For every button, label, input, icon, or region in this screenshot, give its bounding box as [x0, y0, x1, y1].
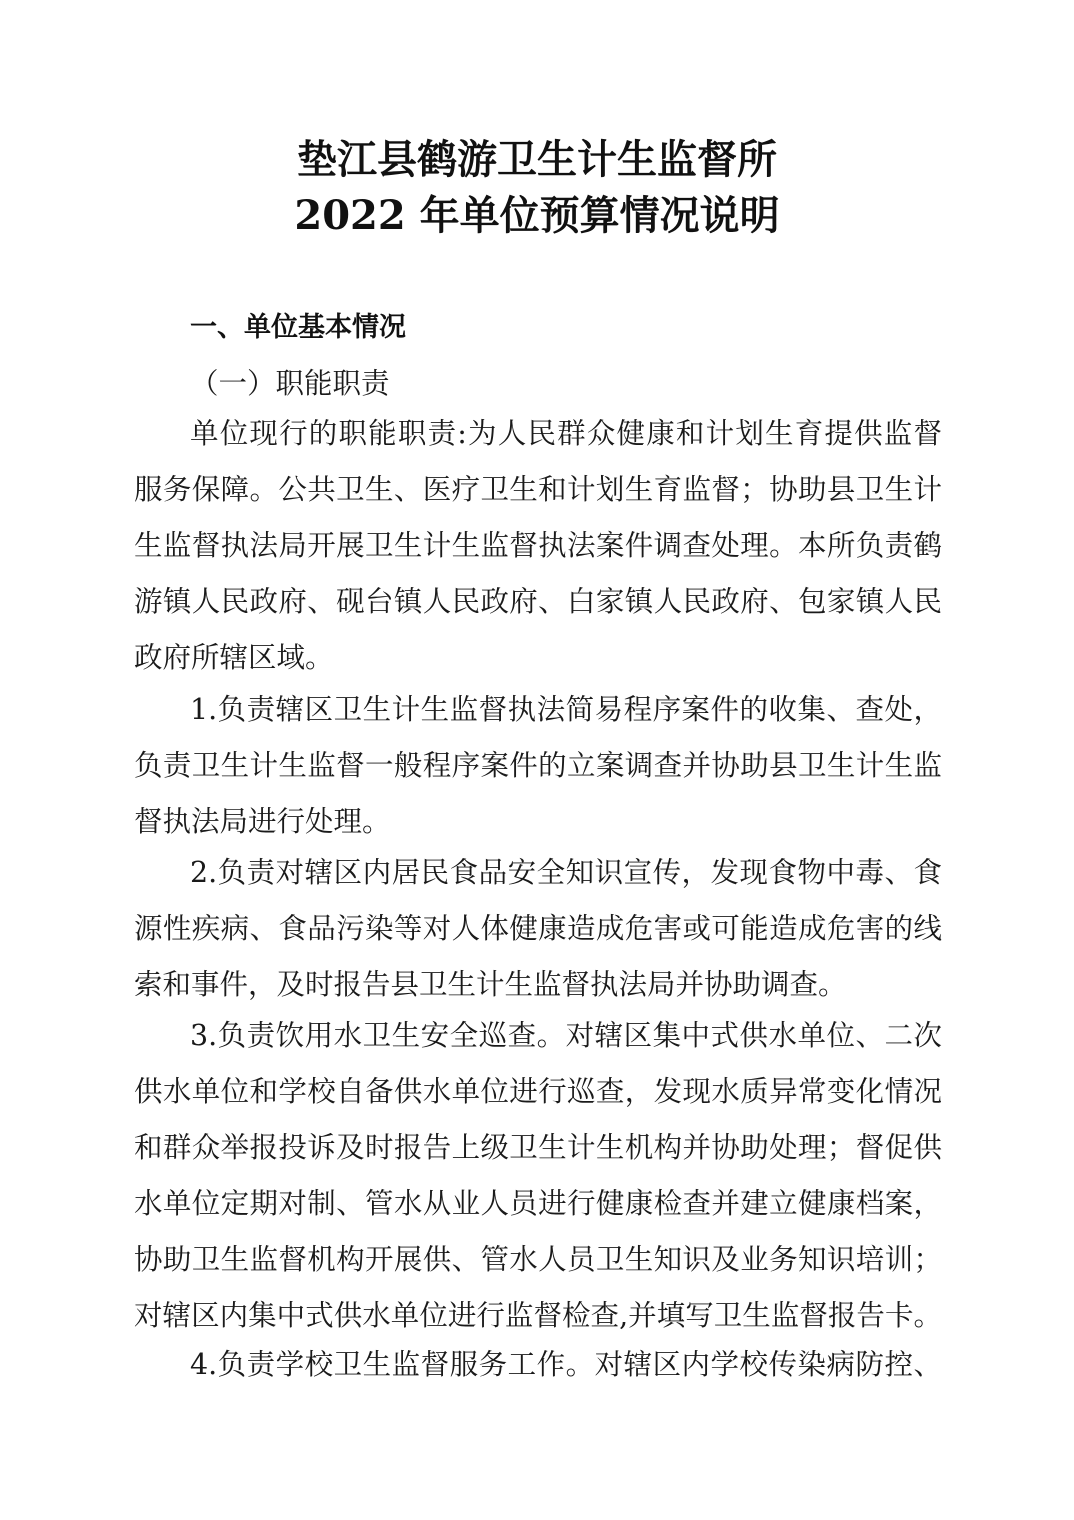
paragraph-line: 源性疾病、食品污染等对人体健康造成危害或可能造成危害的线	[134, 912, 942, 945]
paragraph-line: 生监督执法局开展卫生计生监督执法案件调查处理。本所负责鹤	[134, 529, 942, 562]
paragraph-line: 1.负责辖区卫生计生监督执法简易程序案件的收集、查处，	[190, 693, 942, 726]
paragraph-line: 服务保障。公共卫生、医疗卫生和计划生育监督；协助县卫生计	[134, 473, 942, 506]
paragraph-line: 供水单位和学校自备供水单位进行巡查，发现水质异常变化情况	[134, 1075, 942, 1108]
paragraph-item-1	[134, 682, 942, 850]
paragraph-item-4	[134, 1337, 942, 1393]
paragraph-line: 索和事件，及时报告县卫生计生监督执法局并协助调查。	[134, 968, 847, 1001]
paragraph-item-2	[134, 845, 942, 1013]
subsection-heading: （一）职能职责	[190, 367, 390, 400]
paragraph-line: 游镇人民政府、砚台镇人民政府、白家镇人民政府、包家镇人民	[134, 585, 942, 618]
paragraph-item-3	[134, 1008, 942, 1344]
paragraph-line: 2.负责对辖区内居民食品安全知识宣传，发现食物中毒、食	[190, 856, 942, 889]
paragraph-line: 督执法局进行处理。	[134, 805, 391, 838]
document-title-line-2: 2022 年单位预算情况说明	[294, 192, 780, 239]
section-heading: 一、单位基本情况	[190, 312, 406, 343]
paragraph-line: 水单位定期对制、管水从业人员进行健康检查并建立健康档案，	[134, 1187, 942, 1220]
paragraph-line: 协助卫生监督机构开展供、管水人员卫生知识及业务知识培训；	[134, 1243, 942, 1276]
paragraph-line: 和群众举报投诉及时报告上级卫生计生机构并协助处理；督促供	[134, 1131, 942, 1164]
paragraph-duties-intro	[134, 406, 942, 686]
paragraph-line: 负责卫生计生监督一般程序案件的立案调查并协助县卫生计生监	[134, 749, 942, 782]
paragraph-line: 政府所辖区域。	[134, 641, 334, 674]
paragraph-line: 单位现行的职能职责:为人民群众健康和计划生育提供监督	[190, 417, 942, 450]
paragraph-line: 4.负责学校卫生监督服务工作。对辖区内学校传染病防控、	[190, 1348, 942, 1381]
paragraph-line: 对辖区内集中式供水单位进行监督检查,并填写卫生监督报告卡。	[134, 1299, 942, 1332]
document-title-line-1: 垫江县鹤游卫生计生监督所	[297, 136, 777, 183]
paragraph-line: 3.负责饮用水卫生安全巡查。对辖区集中式供水单位、二次	[190, 1019, 942, 1052]
